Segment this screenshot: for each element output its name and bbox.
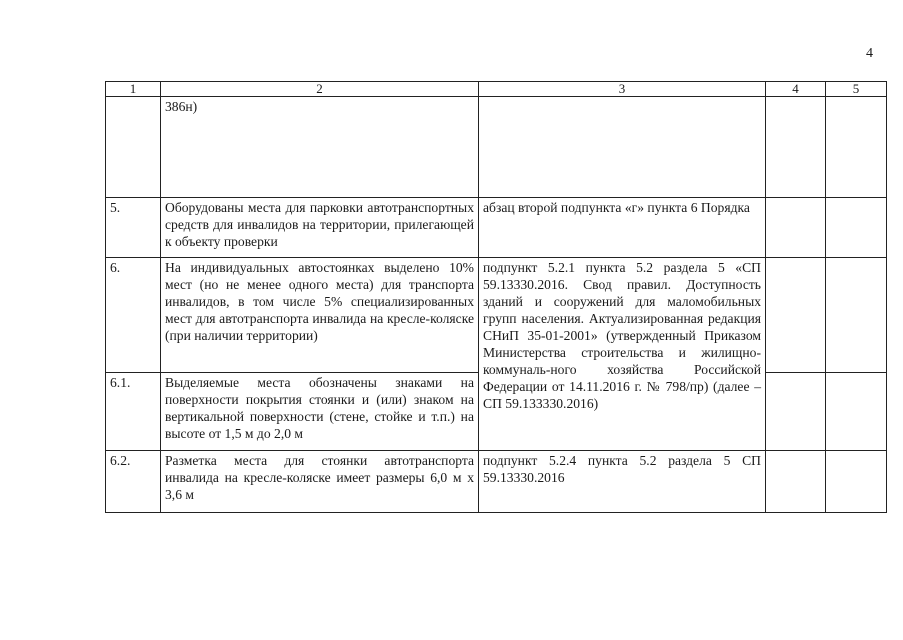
inspection-table xyxy=(105,81,887,513)
col5-cell xyxy=(826,97,887,198)
reference-cell xyxy=(479,97,766,198)
header-col-4: 4 xyxy=(766,82,826,97)
row-number: 5. xyxy=(106,198,161,258)
reference-cell: подпункт 5.2.4 пункта 5.2 раздела 5 СП 59.13330.2016 xyxy=(479,451,766,513)
reference-cell: абзац второй подпункта «г» пункта 6 Порядка xyxy=(479,198,766,258)
col4-cell xyxy=(766,451,826,513)
table-row xyxy=(106,451,887,513)
col4-cell xyxy=(766,258,826,373)
header-col-2: 2 xyxy=(161,82,479,97)
col4-cell xyxy=(766,373,826,451)
requirement-cell: Выделяемые места обозначены знаками на поверхности покрытия стоянки и (или) знаком на вертикальной поверхности (стене, стойке и т.п.) на высоте от 1,5 м до 2,0 м xyxy=(161,373,479,451)
row-number: 6.1. xyxy=(106,373,161,451)
col5-cell xyxy=(826,198,887,258)
col4-cell xyxy=(766,97,826,198)
row-number xyxy=(106,97,161,198)
table-row xyxy=(106,198,887,258)
table-row xyxy=(106,258,887,373)
requirement-cell: Разметка места для стоянки автотранспорта инвалида на кресле-коляске имеет размеры 6,0 м х 3,6 м xyxy=(161,451,479,513)
row-number: 6.2. xyxy=(106,451,161,513)
page-number: 4 xyxy=(866,46,873,61)
col5-cell xyxy=(826,258,887,373)
table-header-row xyxy=(106,82,887,97)
header-col-5: 5 xyxy=(826,82,887,97)
requirement-cell: На индивидуальных автостоянках выделено 10% мест (но не менее одного места) для транспорта инвалидов, в том числе 5% специализированных мест для автотранспорта инвалида на кресле-коляске (при наличии территории) xyxy=(161,258,479,373)
col5-cell xyxy=(826,451,887,513)
requirement-cell: 386н) xyxy=(161,97,479,198)
header-col-3: 3 xyxy=(479,82,766,97)
row-number: 6. xyxy=(106,258,161,373)
reference-cell: подпункт 5.2.1 пункта 5.2 раздела 5 «СП 59.13330.2016. Свод правил. Доступность зданий и сооружений для маломобильных групп населения. Актуализированная редакция СНиП 35-01-2001» (утвержденный Приказом Министерства строительства и жилищно-коммуналь-ного хозяйства Российской Федерации от 14.11.2016 г. № 798/пр) (далее – СП 59.133330.2016) xyxy=(479,258,766,451)
col5-cell xyxy=(826,373,887,451)
table-row xyxy=(106,97,887,198)
header-col-1: 1 xyxy=(106,82,161,97)
col4-cell xyxy=(766,198,826,258)
requirement-cell: Оборудованы места для парковки автотранспортных средств для инвалидов на территории, прилегающей к объекту проверки xyxy=(161,198,479,258)
